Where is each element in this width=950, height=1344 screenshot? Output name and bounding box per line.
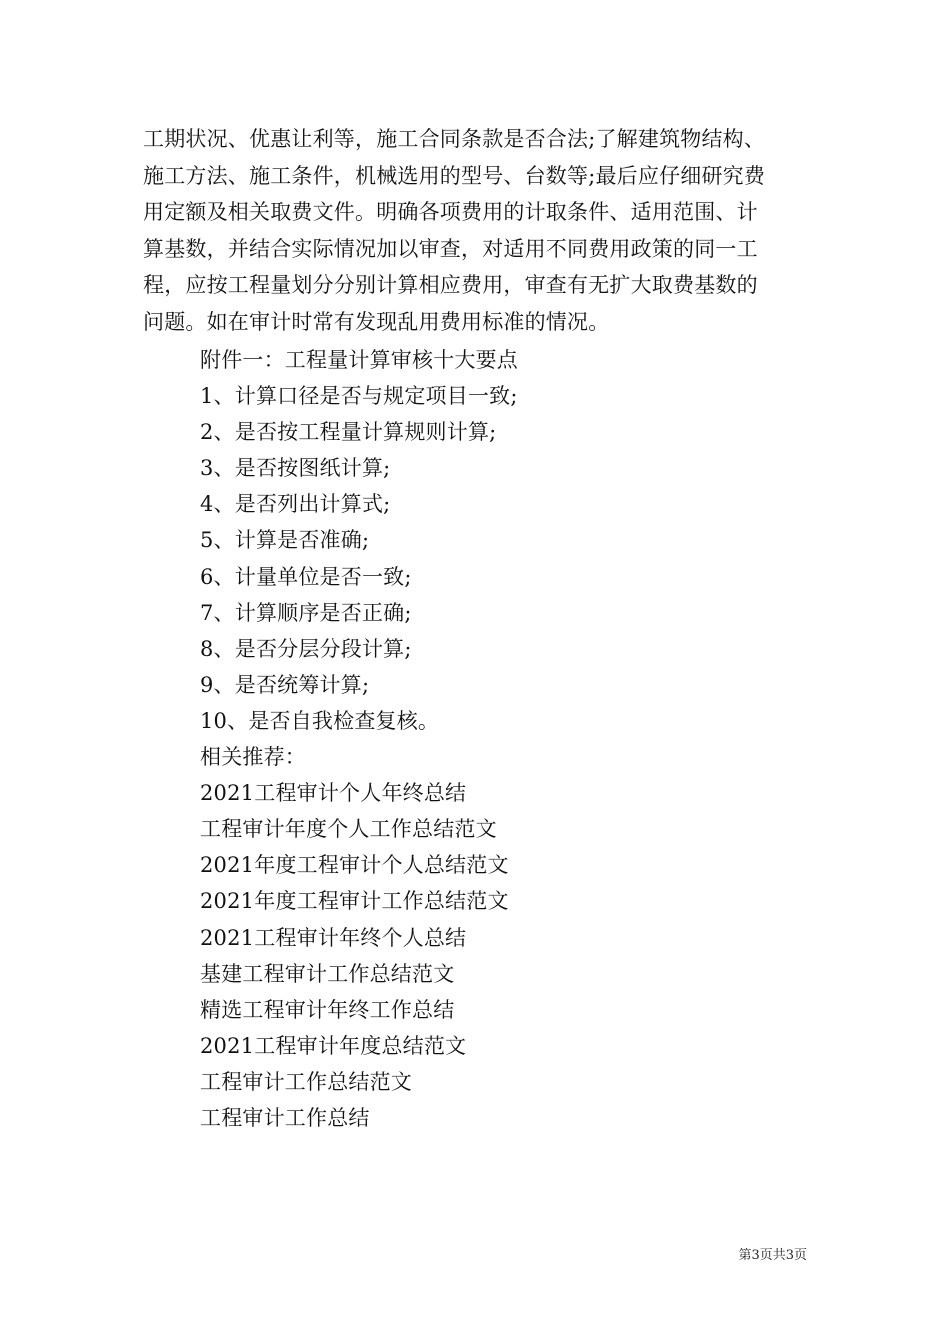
related-link[interactable]: 精选工程审计年终工作总结	[200, 997, 455, 1022]
checklist-item: 9、是否统筹计算;	[200, 672, 370, 697]
related-link[interactable]: 2021工程审计年度总结范文	[200, 1033, 467, 1058]
related-link[interactable]: 2021工程审计年终个人总结	[200, 925, 467, 950]
paragraph-line: 程，应按工程量划分分别计算相应费用，审查有无扩大取费基数的	[143, 273, 758, 297]
checklist-item: 4、是否列出计算式;	[200, 492, 391, 517]
related-link[interactable]: 工程审计工作总结	[200, 1105, 370, 1130]
related-link[interactable]: 2021工程审计个人年终总结	[200, 781, 467, 806]
checklist-item: 7、计算顺序是否正确;	[200, 600, 412, 625]
paragraph-line: 施工方法、施工条件，机械选用的型号、台数等;最后应仔细研究费	[143, 163, 766, 188]
page-number: 第3页共3页	[738, 1248, 807, 1263]
checklist-item: 8、是否分层分段计算;	[200, 636, 412, 661]
attachment-title: 附件一：工程量计算审核十大要点	[200, 348, 518, 372]
related-link[interactable]: 工程审计工作总结范文	[200, 1069, 412, 1094]
checklist-item: 6、计量单位是否一致;	[200, 564, 412, 589]
related-heading: 相关推荐：	[200, 745, 306, 770]
paragraph-line: 问题。如在审计时常有发现乱用费用标准的情况。	[143, 309, 610, 334]
checklist-item: 1、计算口径是否与规定项目一致;	[200, 384, 518, 409]
related-link[interactable]: 2021年度工程审计个人总结范文	[200, 853, 509, 878]
attachment-section	[200, 342, 820, 1136]
paragraph-line: 工期状况、优惠让利等，施工合同条款是否合法;了解建筑物结构、	[143, 127, 766, 151]
related-link[interactable]: 基建工程审计工作总结范文	[200, 961, 455, 986]
body-paragraph	[143, 121, 808, 340]
paragraph-line: 算基数，并结合实际情况加以审查，对适用不同费用政策的同一工	[143, 236, 758, 261]
related-link[interactable]: 工程审计年度个人工作总结范文	[200, 817, 497, 842]
related-link[interactable]: 2021年度工程审计工作总结范文	[200, 889, 509, 914]
checklist-item: 5、计算是否准确;	[200, 528, 370, 553]
paragraph-line: 用定额及相关取费文件。明确各项费用的计取条件、适用范围、计	[143, 200, 758, 224]
checklist-item: 10、是否自我检查复核。	[200, 708, 440, 733]
checklist-item: 2、是否按工程量计算规则计算;	[200, 420, 497, 445]
checklist-item: 3、是否按图纸计算;	[200, 456, 391, 481]
